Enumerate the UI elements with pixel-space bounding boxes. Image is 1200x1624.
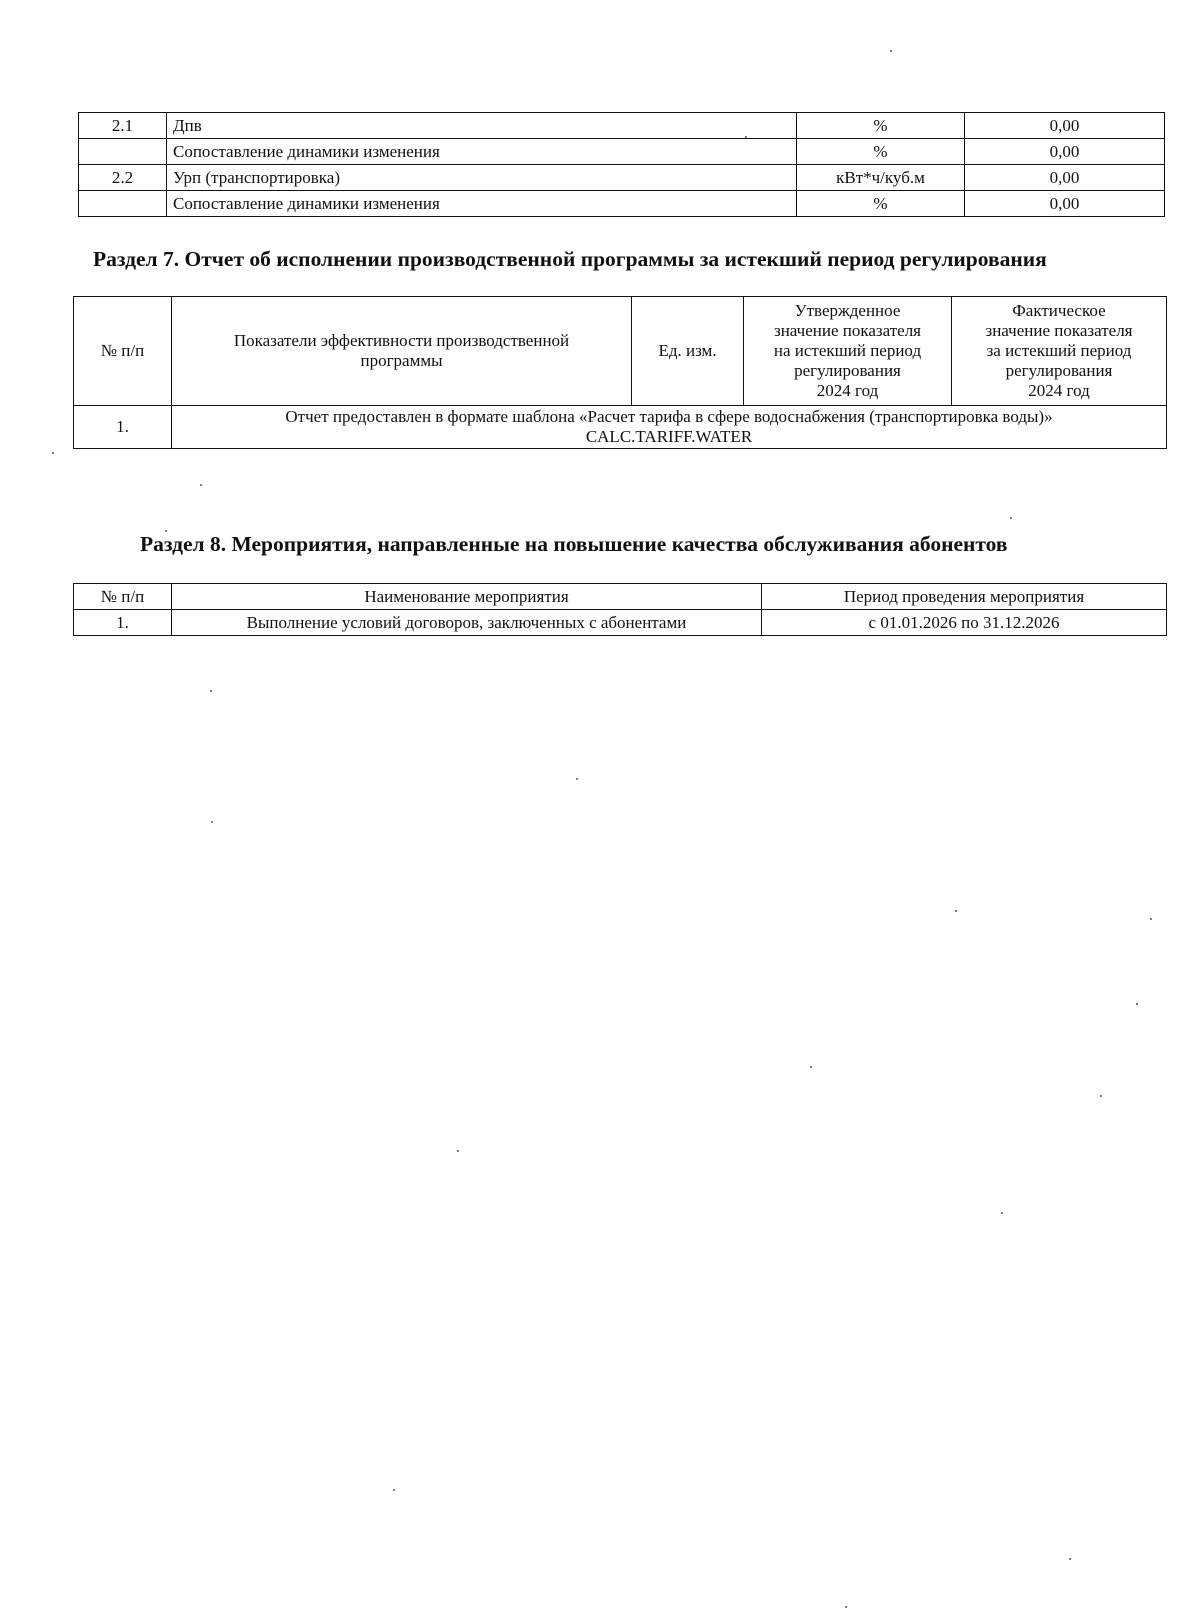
unit-cell: % <box>797 139 965 165</box>
indicator-name: Урп (транспортировка) <box>167 165 797 191</box>
header-actual-value: Фактическое значение показателя за истекший период регулирования 2024 год <box>952 297 1167 406</box>
scan-speck <box>1010 517 1012 519</box>
scan-speck <box>810 1066 812 1068</box>
row-number: 1. <box>74 406 172 449</box>
scan-speck <box>1100 1095 1102 1097</box>
scan-speck <box>955 910 957 912</box>
scan-speck <box>845 1606 847 1608</box>
value-cell: 0,00 <box>965 113 1165 139</box>
scan-speck <box>1001 1212 1003 1214</box>
scan-speck <box>745 136 747 138</box>
scan-speck <box>1069 1558 1071 1560</box>
table-row <box>74 406 1167 449</box>
row-number <box>79 139 167 165</box>
row-number: 2.1 <box>79 113 167 139</box>
scan-speck <box>211 821 213 823</box>
indicator-name: Дпв <box>167 113 797 139</box>
report-note: Отчет предоставлен в формате шаблона «Расчет тарифа в сфере водоснабжения (транспортировка воды)» CALC.TARIFF.WATER <box>172 406 1167 449</box>
indicator-name: Сопоставление динамики изменения <box>167 191 797 217</box>
scan-speck <box>1150 918 1152 920</box>
scan-speck <box>890 50 892 52</box>
row-number <box>79 191 167 217</box>
section8-heading: Раздел 8. Мероприятия, направленные на повышение качества обслуживания абонентов <box>140 532 1008 556</box>
unit-cell: % <box>797 113 965 139</box>
table-header-row <box>74 584 1167 610</box>
unit-cell: кВт*ч/куб.м <box>797 165 965 191</box>
header-approved-value: Утвержденное значение показателя на истекший период регулирования 2024 год <box>744 297 952 406</box>
header-period: Период проведения мероприятия <box>762 584 1167 610</box>
unit-cell: % <box>797 191 965 217</box>
header-num: № п/п <box>74 584 172 610</box>
scan-speck <box>1136 1003 1138 1005</box>
table-row <box>79 113 1165 139</box>
service-measures-table <box>73 583 1167 636</box>
section7-heading: Раздел 7. Отчет об исполнении производственной программы за истекший период регулирования <box>93 247 1047 271</box>
scan-speck <box>200 484 202 486</box>
header-indicator: Показатели эффективности производственной программы <box>172 297 632 406</box>
production-program-report-table <box>73 296 1167 449</box>
header-measure-name: Наименование мероприятия <box>172 584 762 610</box>
scan-speck <box>165 530 167 532</box>
header-num: № п/п <box>74 297 172 406</box>
scan-speck <box>210 690 212 692</box>
row-number: 2.2 <box>79 165 167 191</box>
table-row <box>79 191 1165 217</box>
scan-speck <box>576 778 578 780</box>
measure-name: Выполнение условий договоров, заключенных с абонентами <box>172 610 762 636</box>
table-row <box>79 139 1165 165</box>
table-row <box>74 610 1167 636</box>
header-unit: Ед. изм. <box>632 297 744 406</box>
table-row <box>79 165 1165 191</box>
scan-speck <box>52 452 54 454</box>
efficiency-indicators-table <box>78 112 1165 217</box>
measure-period: с 01.01.2026 по 31.12.2026 <box>762 610 1167 636</box>
row-number: 1. <box>74 610 172 636</box>
value-cell: 0,00 <box>965 139 1165 165</box>
value-cell: 0,00 <box>965 165 1165 191</box>
scan-speck <box>393 1489 395 1491</box>
scan-speck <box>457 1150 459 1152</box>
indicator-name: Сопоставление динамики изменения <box>167 139 797 165</box>
table-header-row <box>74 297 1167 406</box>
value-cell: 0,00 <box>965 191 1165 217</box>
